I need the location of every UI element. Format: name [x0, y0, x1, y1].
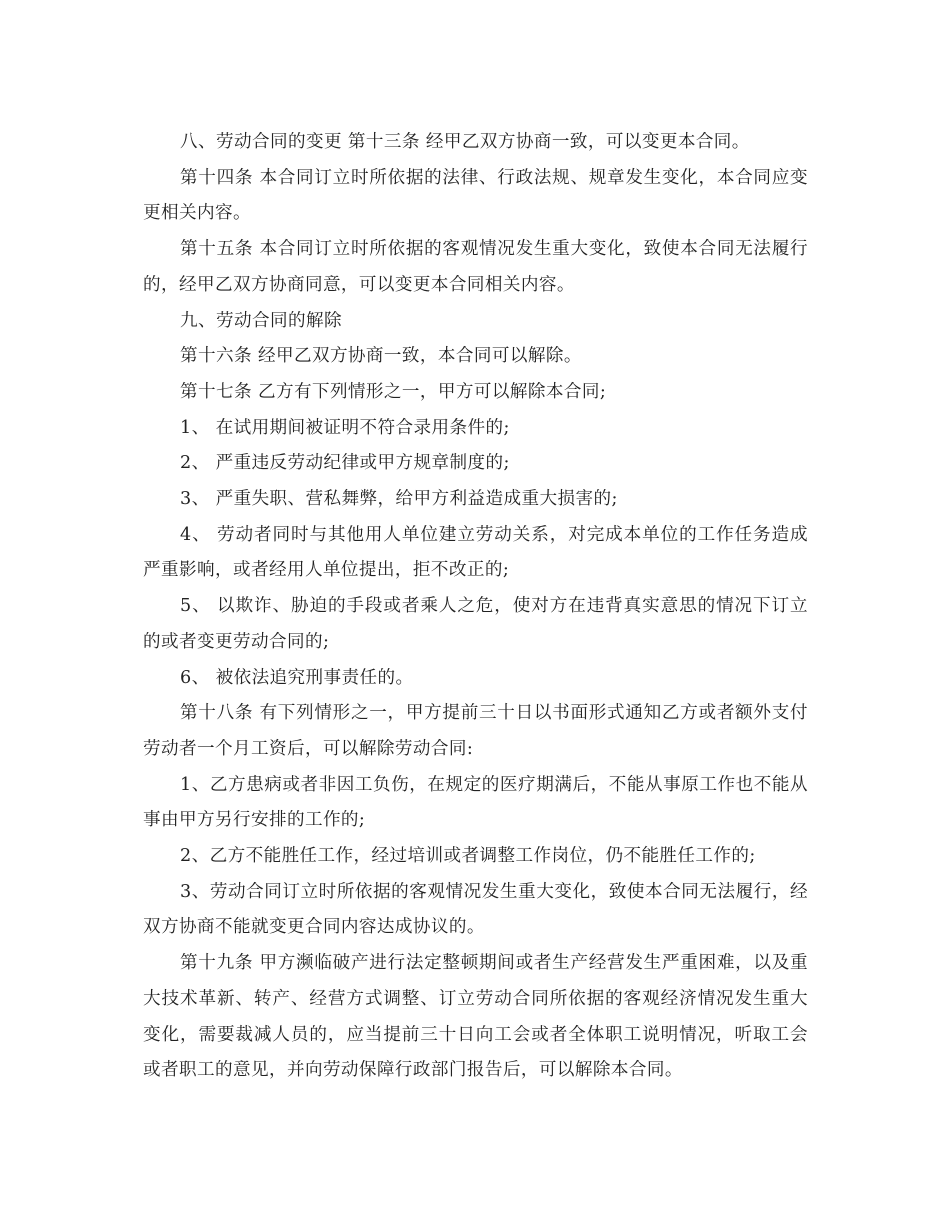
article-17-item-2: 2、 严重违反劳动纪律或甲方规章制度的; — [180, 453, 510, 474]
article-15: 第十五条 本合同订立时所依据的客观情况发生重大变化，致使本合同无法履行的，经甲乙双方协商同意，可以变更本合同相关内容。 — [143, 239, 808, 295]
section-heading-contract-termination: 九、劳动合同的解除 — [180, 310, 342, 331]
article-16: 第十六条 经甲乙双方协商一致，本合同可以解除。 — [180, 346, 582, 367]
article-18-item-3: 3、劳动合同订立时所依据的客观情况发生重大变化，致使本合同无法履行，经双方协商不能就变更合同内容达成协议的。 — [143, 881, 808, 938]
article-18-item-1: 1、乙方患病或者非因工负伤，在规定的医疗期满后，不能从事原工作也不能从事由甲方另行安排的工作的; — [143, 774, 808, 831]
article-17-item-5: 5、 以欺诈、胁迫的手段或者乘人之危，使对方在违背真实意思的情况下订立的或者变更劳动合同的; — [143, 596, 808, 652]
article-18: 第十八条 有下列情形之一，甲方提前三十日以书面形式通知乙方或者额外支付劳动者一个月工资后，可以解除劳动合同: — [143, 703, 808, 759]
article-14: 第十四条 本合同订立时所依据的法律、行政法规、规章发生变化，本合同应变更相关内容。 — [143, 167, 808, 224]
article-17-item-3: 3、 严重失职、营私舞弊，给甲方利益造成重大损害的; — [180, 489, 618, 510]
article-17: 第十七条 乙方有下列情形之一，甲方可以解除本合同; — [180, 381, 607, 402]
section-heading-contract-change: 八、劳动合同的变更 第十三条 经甲乙双方协商一致，可以变更本合同。 — [180, 132, 750, 152]
article-17-item-4: 4、 劳动者同时与其他用人单位建立劳动关系，对完成本单位的工作任务造成严重影响，或者经用人单位提出，拒不改正的; — [143, 524, 808, 581]
document-page — [143, 125, 808, 1089]
article-18-item-2: 2、乙方不能胜任工作，经过培训或者调整工作岗位，仍不能胜任工作的; — [180, 846, 756, 867]
article-19: 第十九条 甲方濒临破产进行法定整顿期间或者生产经营发生严重困难，以及重大技术革新、转产、经营方式调整、订立劳动合同所依据的客观经济情况发生重大变化，需要裁减人员的，应当提前三十日向工会或者全体职工说明情况，听取工会或者职工的意见，并向劳动保障行政部门报告后，可以解除本合同。 — [143, 953, 808, 1081]
article-17-item-6: 6、 被依法追究刑事责任的。 — [180, 667, 414, 688]
article-17-item-1: 1、 在试用期间被证明不符合录用条件的; — [180, 417, 510, 438]
